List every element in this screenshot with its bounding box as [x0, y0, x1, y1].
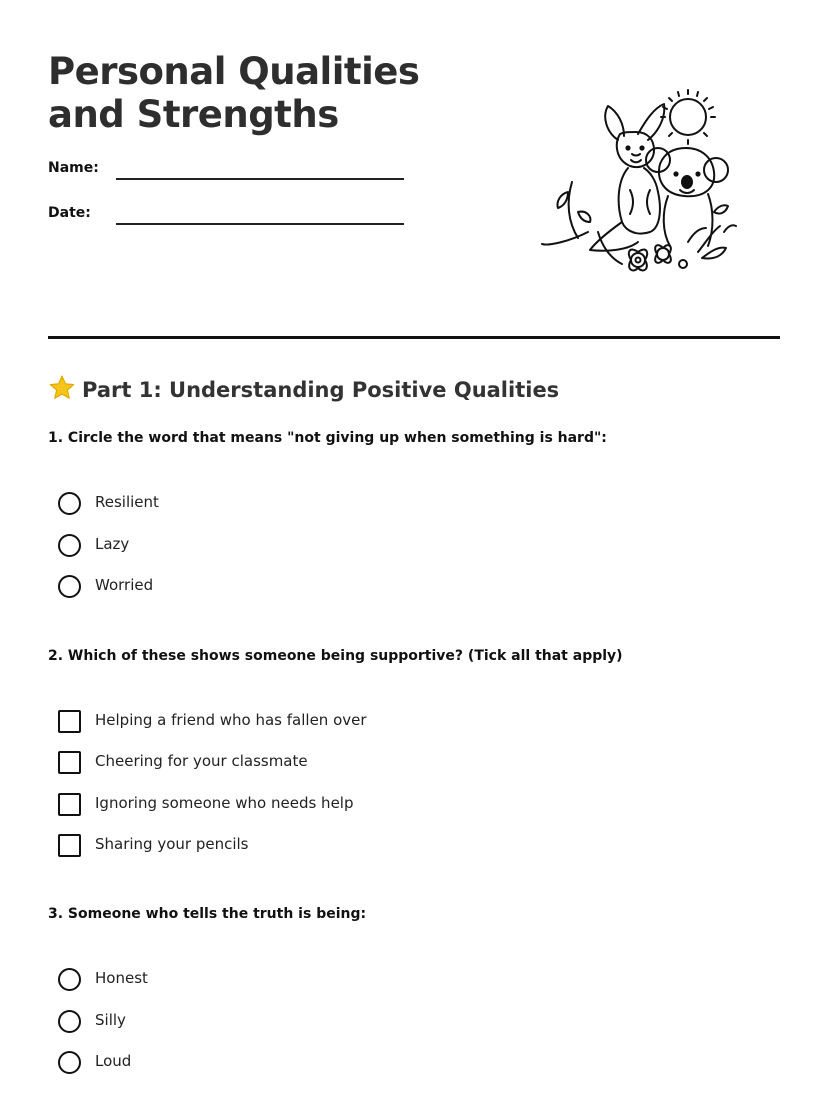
option-label: Lazy: [95, 535, 130, 553]
date-label: Date:: [48, 205, 91, 221]
option-label: Resilient: [95, 493, 159, 511]
sun-icon: [661, 90, 715, 144]
radio-circle[interactable]: [58, 492, 81, 515]
option-label: Honest: [95, 969, 148, 987]
radio-circle[interactable]: [58, 534, 81, 557]
option-label: Helping a friend who has fallen over: [95, 711, 367, 729]
checkbox[interactable]: [58, 793, 81, 816]
date-write-line[interactable]: [116, 223, 404, 225]
q3-option-silly[interactable]: [58, 1010, 458, 1036]
question-2: 2. Which of these shows someone being supportive? (Tick all that apply): [48, 648, 623, 664]
option-label: Worried: [95, 576, 154, 594]
radio-circle[interactable]: [58, 968, 81, 991]
name-write-line[interactable]: [116, 178, 404, 180]
option-label: Silly: [95, 1011, 126, 1029]
radio-circle[interactable]: [58, 575, 81, 598]
q2-option-ignoring[interactable]: [58, 793, 458, 819]
part1-heading: [48, 374, 559, 402]
option-label: Sharing your pencils: [95, 835, 249, 853]
worksheet-title: Personal Qualities and Strengths: [48, 50, 420, 136]
q1-option-worried[interactable]: [58, 575, 458, 601]
q2-option-cheering[interactable]: [58, 751, 458, 777]
checkbox[interactable]: [58, 710, 81, 733]
section-divider: [48, 336, 780, 339]
option-label: Cheering for your classmate: [95, 752, 308, 770]
question-3: 3. Someone who tells the truth is being:: [48, 906, 367, 922]
q3-option-loud[interactable]: [58, 1051, 458, 1077]
name-label: Name:: [48, 160, 99, 176]
option-label: Loud: [95, 1052, 132, 1070]
q2-option-helping-friend[interactable]: [58, 710, 458, 736]
kangaroo-koala-illustration: [538, 82, 738, 282]
radio-circle[interactable]: [58, 1010, 81, 1033]
question-1: 1. Circle the word that means "not giving up when something is hard":: [48, 430, 607, 446]
name-field: [48, 160, 408, 186]
worksheet-page: [48, 0, 780, 1118]
q3-option-honest[interactable]: [58, 968, 458, 994]
date-field: [48, 205, 408, 231]
q1-option-lazy[interactable]: [58, 534, 458, 560]
q1-option-resilient[interactable]: [58, 492, 458, 518]
option-label: Ignoring someone who needs help: [95, 794, 354, 812]
radio-circle[interactable]: [58, 1051, 81, 1074]
checkbox[interactable]: [58, 834, 81, 857]
part1-heading-text: Part 1: Understanding Positive Qualities: [82, 378, 560, 402]
star-icon: [48, 374, 76, 402]
checkbox[interactable]: [58, 751, 81, 774]
kangaroo-icon: [542, 104, 664, 251]
q2-option-sharing-pencils[interactable]: [58, 834, 458, 860]
